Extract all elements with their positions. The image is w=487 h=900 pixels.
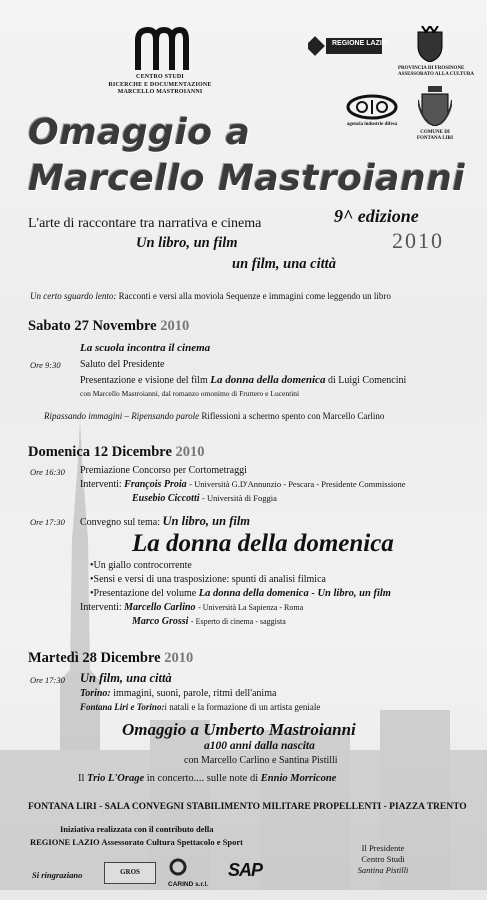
day2-bullet1: •Un giallo controcorrente bbox=[90, 560, 192, 571]
day3-trio-a: Il bbox=[78, 773, 85, 784]
day2-interventi-line2 bbox=[132, 493, 277, 504]
day1-date: Sabato 27 Novembre bbox=[28, 318, 157, 334]
comune-line2: FONTANA LIRI bbox=[416, 136, 454, 141]
comune-logo bbox=[410, 86, 460, 150]
day2-convegno-title: Un libro, un film bbox=[162, 514, 251, 528]
provincia-line2: ASSESSORATO ALLA CULTURA bbox=[398, 72, 475, 77]
day3-fontana-text: i natali e la formazione di un artista geniale bbox=[164, 702, 321, 712]
day2-convegno bbox=[80, 514, 250, 529]
day3-trio-c: in concerto.... sulle note di bbox=[146, 773, 259, 784]
day2-speaker2-role: - Università di Foggia bbox=[202, 493, 277, 503]
day2-year: 2010 bbox=[175, 444, 205, 460]
comune-line1: COMUNE DI bbox=[420, 130, 450, 135]
day3-fontana-label: Fontana Liri e Torino: bbox=[80, 702, 165, 712]
intro-text: Racconti e versi alla moviola Sequenze e immagini come leggendo un libro bbox=[118, 291, 391, 301]
day1-line2 bbox=[80, 374, 406, 386]
day2-interventi2-label: Interventi: bbox=[80, 602, 122, 613]
edition-year: 2010 bbox=[392, 228, 444, 253]
day2-date-heading bbox=[28, 444, 205, 461]
regione-lazio-label: REGIONE LAZIO bbox=[332, 40, 388, 47]
sponsor-gros-logo bbox=[104, 862, 156, 884]
day1-line3: con Marcello Mastroianni, dal romanzo omonimo di Fruttero e Lucentini bbox=[80, 389, 300, 398]
day3-trio-b: Trio L'Orage bbox=[87, 773, 145, 784]
day1-line2a: Presentazione e visione del film bbox=[80, 375, 208, 386]
day2-premiazione: Premiazione Concorso per Cortometraggi bbox=[80, 465, 247, 476]
provincia-crest-icon bbox=[416, 26, 444, 62]
subtitle-line1: L'arte di raccontare tra narrativa e cinema bbox=[28, 216, 262, 231]
org-line3: MARCELLO MASTROIANNI bbox=[117, 89, 203, 95]
day1-heading: La scuola incontra il cinema bbox=[80, 342, 211, 354]
title-line1: Omaggio a bbox=[28, 112, 251, 153]
day2-convegno-label: Convegno sul tema: bbox=[80, 517, 160, 528]
contrib-line1: Iniziativa realizzata con il contributo della bbox=[60, 824, 214, 834]
day2-date: Domenica 12 Dicembre bbox=[28, 444, 172, 460]
day1-time: Ore 9:30 bbox=[30, 360, 61, 370]
contrib-line2: REGIONE LAZIO Assessorato Cultura Spettacolo e Sport bbox=[30, 837, 243, 847]
day1-line2c: di Luigi Comencini bbox=[327, 375, 407, 386]
agenzia-emblem-icon bbox=[346, 94, 398, 120]
thanks-label: Si ringraziano bbox=[32, 870, 83, 880]
signature-line2: Centro Studi bbox=[361, 854, 405, 864]
day1-film-title: La donna della domenica bbox=[210, 374, 326, 386]
sponsor-carind-logo bbox=[168, 858, 208, 888]
day2-speaker1-role: - Università G.D'Annunzio - Pescara - Presidente Commissione bbox=[189, 479, 406, 489]
day2-interventi-label: Interventi: bbox=[80, 479, 122, 490]
edition-label: 9^ edizione bbox=[334, 206, 419, 226]
day3-line2 bbox=[80, 702, 320, 712]
day2-bullet2: •Sensi e versi di una trasposizione: spunti di analisi filmica bbox=[90, 574, 326, 585]
day3-torino-label: Torino: bbox=[80, 688, 111, 699]
day3-heading: Un film, una città bbox=[80, 671, 172, 685]
day3-line1 bbox=[80, 688, 276, 699]
day2-speaker3: Marcello Carlino bbox=[124, 602, 196, 613]
day1-ripasso bbox=[44, 411, 384, 421]
intro-label: Un certo sguardo lento: bbox=[30, 291, 117, 301]
signature-line3: Santina Pistilli bbox=[357, 865, 409, 875]
comune-crest-icon bbox=[418, 86, 452, 126]
day2-big-title: La donna della domenica bbox=[132, 530, 394, 557]
day1-year: 2010 bbox=[160, 318, 190, 334]
day2-speaker4-role: - Esperto di cinema - saggista bbox=[190, 617, 286, 626]
agenzia-label: agenzia industrie difesa bbox=[346, 122, 398, 127]
sponsor-carind-label: CARIND s.r.l. bbox=[168, 881, 209, 888]
ripasso-text: Riflessioni a schermo spento con Marcello Carlino bbox=[201, 411, 385, 421]
day2-speaker2: Eusebio Ciccotti bbox=[132, 493, 200, 504]
day2-interventi2-line2 bbox=[132, 616, 286, 627]
regione-lazio-logo bbox=[308, 36, 388, 66]
day3-date: Martedì 28 Dicembre bbox=[28, 650, 161, 666]
org-line1: CENTRO STUDI bbox=[136, 74, 184, 80]
carind-emblem-icon bbox=[168, 858, 188, 876]
day2-interventi2-line1 bbox=[80, 602, 303, 613]
subtitle-line3: un film, una città bbox=[232, 256, 336, 272]
centro-studi-logo bbox=[134, 26, 190, 70]
ripasso-label: Ripassando immagini – Ripensando parole bbox=[44, 411, 200, 421]
venue-line: FONTANA LIRI - SALA CONVEGNI STABILIMENTO MILITARE PROPELLENTI - PIAZZA TRENTO bbox=[28, 802, 467, 812]
day3-torino-text: immagini, suoni, parole, ritmi dell'anima bbox=[113, 688, 277, 699]
sponsor-sap-label: SAP bbox=[228, 860, 263, 880]
day2-interventi-line1 bbox=[80, 479, 406, 490]
sponsor-gros-label: GROS bbox=[120, 868, 140, 876]
org-line2: RICERCHE E DOCUMENTAZIONE bbox=[108, 81, 212, 88]
day2-time1: Ore 16:30 bbox=[30, 467, 65, 477]
day2-bullet3a: •Presentazione del volume bbox=[90, 588, 197, 599]
day3-trio-d: Ennio Morricone bbox=[260, 773, 337, 784]
day3-anni: a100 anni dalla nascita bbox=[204, 740, 315, 752]
signature-line1: Il Presidente bbox=[361, 843, 405, 853]
day3-year: 2010 bbox=[164, 650, 194, 666]
day2-bullet3b: La donna della domenica - Un libro, un film bbox=[198, 588, 391, 599]
day2-speaker4: Marco Grossi bbox=[132, 616, 189, 627]
day3-time: Ore 17:30 bbox=[30, 675, 65, 685]
signature bbox=[338, 843, 428, 876]
provincia-logo bbox=[398, 26, 475, 82]
day2-bullet3 bbox=[90, 588, 391, 599]
sponsor-sap-logo bbox=[228, 860, 262, 881]
day2-speaker1: François Proia bbox=[124, 479, 187, 490]
title-line2: Marcello Mastroianni bbox=[28, 158, 466, 199]
day2-time2: Ore 17:30 bbox=[30, 517, 65, 527]
day1-line1: Saluto del Presidente bbox=[80, 359, 165, 370]
day1-date-heading bbox=[28, 318, 189, 335]
subtitle-line2: Un libro, un film bbox=[136, 235, 238, 251]
day3-date-heading bbox=[28, 650, 193, 667]
intro-line bbox=[30, 291, 391, 301]
day2-speaker3-role: - Università La Sapienza - Roma bbox=[198, 603, 304, 612]
day3-omaggio: Omaggio a Umberto Mastroianni bbox=[122, 720, 356, 739]
agenzia-logo bbox=[344, 94, 400, 130]
provincia-line1: PROVINCIA DI FROSINONE bbox=[398, 66, 465, 71]
centro-studi-name bbox=[95, 74, 225, 97]
day3-con: con Marcello Carlino e Santina Pistilli bbox=[184, 755, 338, 766]
day3-trio bbox=[78, 773, 336, 784]
